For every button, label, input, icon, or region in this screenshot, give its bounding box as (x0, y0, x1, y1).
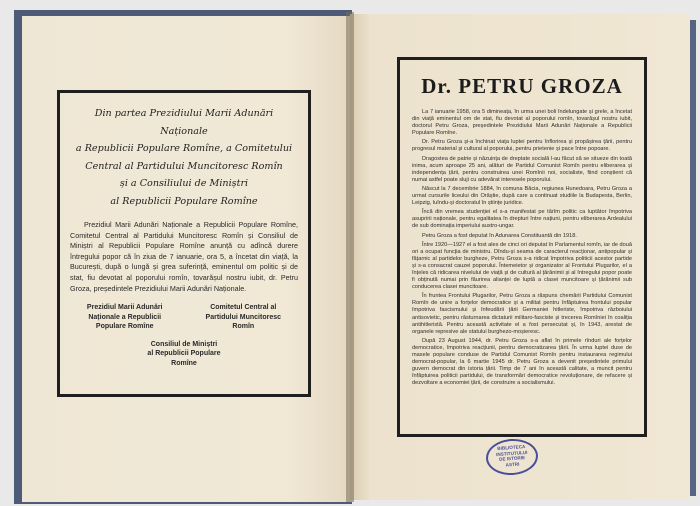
signature-line: Comitetul Central al (210, 304, 277, 312)
signature-prezidiu (70, 303, 179, 332)
obituary-paragraph: După 23 August 1944, dr. Petru Groza s-a aflat în primele rînduri ale forțelor democratice, împotriva reacțiunii, pentru democratizarea țării. În urma luptei duse de masele populare conduse de Partidul Comunist Romîn pentru instaurarea regimului democrat-popular, la 6 martie 1945 dr. Petru Groza a devenit președintele primului guvern democrat din istoria țării. Timp de 7 ani în această calitate, a muncit pentru înfăptuirea politicii partidului, de transformări democratice revoluționare, de refacere și dezvoltare a economiei țării, de construire a socialismului. (412, 337, 632, 387)
announcement-line: Central al Partidului Muncitoresc Romîn (85, 160, 283, 172)
announcement-heading (70, 105, 298, 210)
obituary-paragraph: Încă din vremea studenției el s-a manifestat pe tărîm politic ca luptător împotriva asupririi naționale, pentru egalitatea în drepturi între națiuni, pentru eliberarea Ardealului de sub dominația imperiului austro-ungar. (412, 209, 632, 230)
book-spine (346, 12, 354, 502)
signature-consiliu-ministri (70, 340, 298, 369)
signature-line: al Republicii Populare (147, 350, 221, 358)
stamp-line: BIBLIOTECA (497, 444, 526, 451)
obituary-title: Dr. PETRU GROZA (421, 74, 623, 98)
obituary-frame (397, 57, 647, 437)
mourning-announcement-frame (57, 90, 311, 397)
obituary-paragraph: La 7 ianuarie 1958, ora 5 dimineața, în urma unei boli îndelungate și grele, a încetat din viață eminentul om de stat, fiu devotat al poporului romîn, tovarășul nostru iubit, doctorul Petru Groza, președintele Prezidiului Marii Adunări Naționale a Republicii Populare Romîne. (412, 109, 632, 137)
obituary-paragraph: Născut la 7 decembrie 1884, în comuna Băcia, regiunea Hunedoara, Petru Groza a urmat cursurile liceului din Orăștie, după care a continuat studiile la Budapesta, Berlin, Leipzig, luîndu-și doctoratul în științe juridice. (412, 185, 632, 207)
obituary-paragraph: Între 1920—1927 el a fost ales de cinci ori deputat în Parlamentul romîn, iar de două ori a ocupat funcția de ministru. Dîndu-și seama de caracterul reacționar, antipopular și fățarnic al partidelor burgheze, Petru Groza s-a ridicat împotriva politicii acestor partide și s-a consacrat cauzei poporului. Întemeietor și organizator al Frontului Plugarilor, el a înțeles că ridicarea nivelului de viață și de cultură al țărănimii și al întregului popor poate fi obținută numai prin făurirea alianței de luptă a clasei muncitoare și țărănimii sub conducerea clasei muncitoare. (412, 241, 632, 291)
announcement-line: al Republicii Populare Romîne (110, 195, 258, 207)
signature-line: Partidului Muncitoresc (205, 313, 282, 321)
stamp-line: ASTRI (505, 461, 520, 468)
announcement-line: a Republicii Populare Romîne, a Comitetului (75, 143, 293, 154)
announcement-body: Prezidiul Marii Adunări Naționale a Republicii Populare Romîne, Comitetul Central al Partidului Muncitoresc Romîn și Consiliul de Miniștri al Republicii Populare Romîne anunță cu adîncă durere întregului popor că în ziua de 7 ianuarie, ora 5, a încetat din viață, la București, după o lungă și grea suferință, eminentul om politic și de stat, fiu devotat al poporului romîn, tovarășul nostru iubit, dr. Petru Groza, președintele Prezidiului Marii Adunări Naționale. (70, 220, 298, 293)
obituary-paragraph: În fruntea Frontului Plugarilor, Petru Groza a răspuns chemării Partidului Comunist Romîn de unire a forțelor democratice și a militat pentru înfăptuirea frontului popular împotriva fascismului și înfeudării țării Germaniei hitleriste, împotriva războiului antisovietic, pentru răsturnarea dictaturii militaro-fasciste și trecerea Romîniei în coaliția antihitleristă. Pentru această activitate el a fost persecutat și, în 1943, arestat de organele represive ale statului burghezo-moșieresc. (412, 293, 632, 335)
obituary-paragraph: Dragostea de patrie și năzuința de dreptate socială l-au făcut să se situeze din toată inima, acum aproape 25 ani, alături de Partidul Comunist Romîn pentru eliberarea și independența țării, pentru construirea unei Romînii noi, socialiste, fiind conștient că numai astfel poate sluji cu adevărat interesele poporului. (412, 155, 632, 183)
signatures-row (70, 303, 298, 332)
stamp-line: DE ISTORIE (498, 455, 526, 463)
signature-line: Romîn (232, 323, 255, 331)
signature-line: Populare Romîne (95, 323, 154, 331)
obituary-paragraph: Dr. Petru Groza și-a închinat viața luptei pentru înflorirea și propășirea țării, pentru progresul material și cultural al poporului, pentru prietenie și pace între popoare. (412, 139, 632, 153)
announcement-line: și a Consiliului de Miniștri (119, 178, 249, 189)
obituary-paragraph: Petru Groza a fost deputat în Adunarea Constituantă din 1918. (422, 232, 577, 239)
signature-line: Romîne (171, 359, 197, 367)
signature-line: Prezidiul Marii Adunări (86, 304, 163, 312)
announcement-line: Din partea Prezidiului Marii Adunări Naționale (94, 108, 274, 137)
signature-line: Naționale a Republicii (88, 313, 162, 321)
stamp-line: INSTITUTULUI (495, 449, 528, 457)
signature-comitet-central (189, 303, 298, 332)
signature-line: Consiliul de Miniștri (150, 340, 218, 348)
